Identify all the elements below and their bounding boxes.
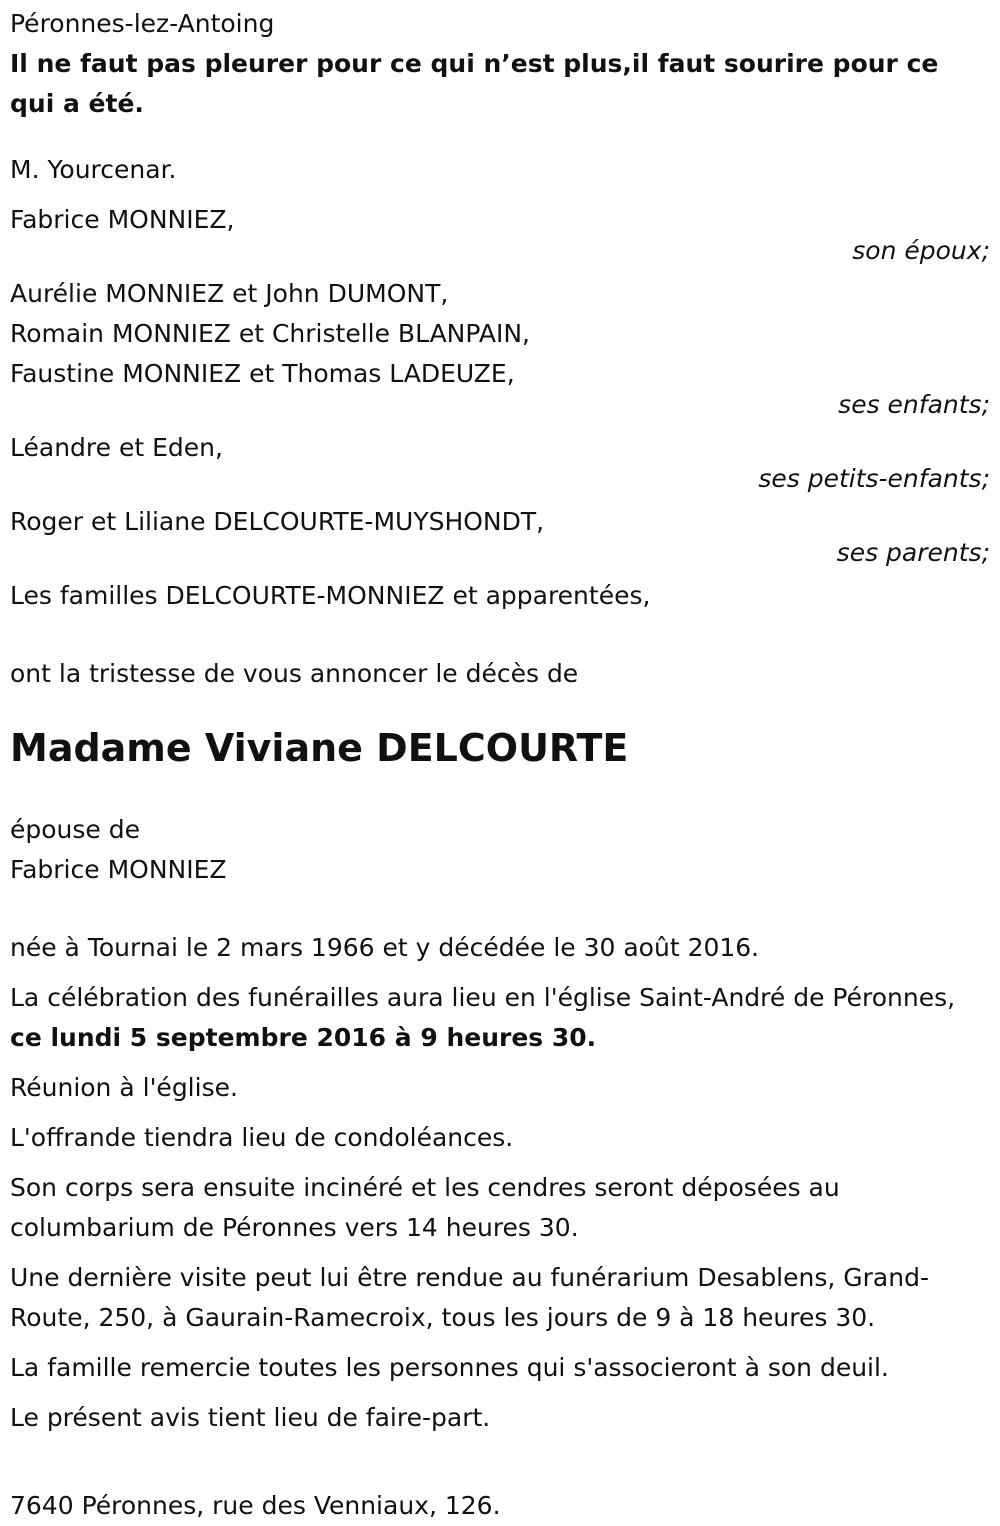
- grandchildren-relation: ses petits-enfants;: [758, 464, 990, 493]
- spouse-of-name: Fabrice MONNIEZ: [10, 855, 227, 884]
- cremation: Son corps sera ensuite incinéré et les cendres seront déposées au columbarium de Péronnes vers 14 heures 30.: [10, 1173, 840, 1242]
- children-relation: ses enfants;: [838, 390, 990, 419]
- visit: Une dernière visite peut lui être rendue au funérarium Desablens, Grand-Route, 250, à Gaurain-Ramecroix, tous les jours de 9 à 18 heures 30.: [10, 1263, 929, 1332]
- spouse-of-label: épouse de: [10, 815, 140, 844]
- child-entry: Romain MONNIEZ et Christelle BLANPAIN,: [10, 319, 530, 348]
- child-entry: Aurélie MONNIEZ et John DUMONT,: [10, 279, 449, 308]
- birth-death: née à Tournai le 2 mars 1966 et y décédée le 30 août 2016.: [10, 933, 760, 962]
- families: Les familles DELCOURTE-MONNIEZ et apparentées,: [10, 581, 651, 610]
- address: 7640 Péronnes, rue des Venniaux, 126.: [10, 1491, 501, 1520]
- spouse-relation: son époux;: [852, 236, 990, 265]
- ceremony: [10, 978, 990, 1058]
- announcement: ont la tristesse de vous annoncer le décès de: [10, 659, 579, 688]
- child-entry: Faustine MONNIEZ et Thomas LADEUZE,: [10, 359, 515, 388]
- location: Péronnes-lez-Antoing: [10, 9, 275, 38]
- thanks: La famille remercie toutes les personnes qui s'associeront à son deuil.: [10, 1353, 889, 1382]
- grandchildren: Léandre et Eden,: [10, 433, 223, 462]
- ceremony-date: ce lundi 5 septembre 2016 à 9 heures 30.: [10, 1023, 597, 1052]
- notice: Le présent avis tient lieu de faire-part.: [10, 1403, 491, 1432]
- parents-relation: ses parents;: [836, 538, 990, 567]
- offering: L'offrande tiendra lieu de condoléances.: [10, 1123, 514, 1152]
- ceremony-text: La célébration des funérailles aura lieu en l'église Saint-André de Péronnes,: [10, 983, 956, 1012]
- deceased-name: Madame Viviane DELCOURTE: [10, 726, 629, 770]
- quote: Il ne faut pas pleurer pour ce qui n’est plus,il faut sourire pour ce qui a été.: [10, 49, 939, 118]
- spouse-name: Fabrice MONNIEZ,: [10, 205, 235, 234]
- quote-author: M. Yourcenar.: [10, 155, 177, 184]
- meeting: Réunion à l'église.: [10, 1073, 238, 1102]
- parents: Roger et Liliane DELCOURTE-MUYSHONDT,: [10, 507, 545, 536]
